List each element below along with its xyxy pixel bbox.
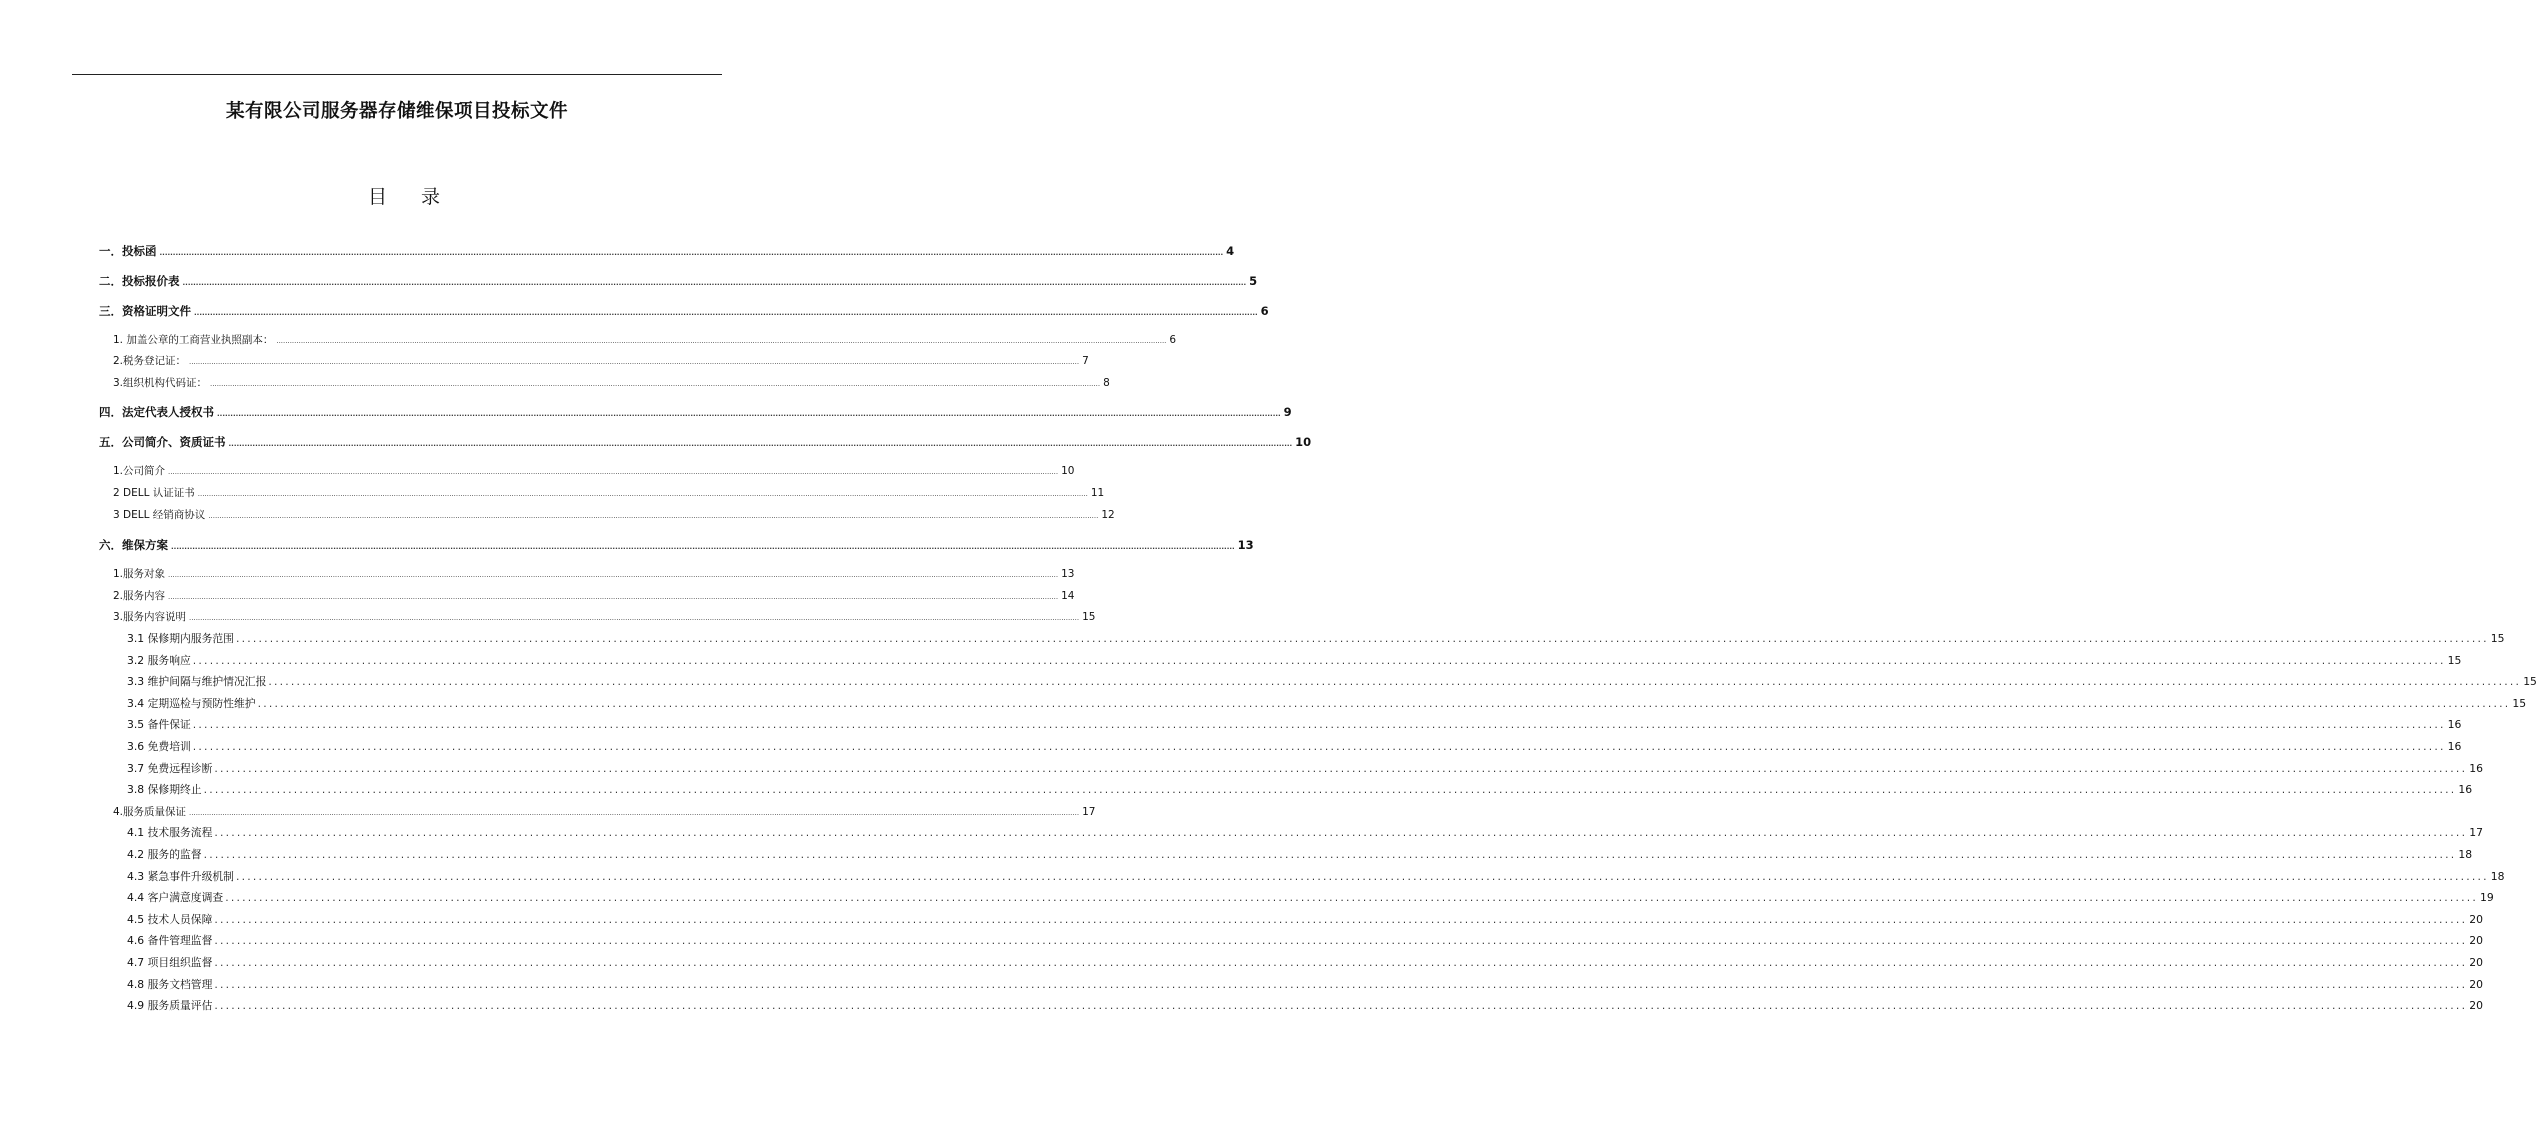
toc-entry-page: 19 bbox=[2480, 891, 2494, 904]
toc-entry[interactable] bbox=[127, 869, 2505, 884]
toc-entry-title: 三．资格证明文件 bbox=[99, 304, 191, 318]
toc-entry-page: 15 bbox=[1082, 611, 1096, 623]
toc-leader-dots: ................................................................................................................................................................................................................................................................................................................................................................................................................ bbox=[268, 675, 2522, 688]
toc-leader-dots: ................................................................................................................................................................................................................................................................................................................................................................................................................ bbox=[189, 358, 1080, 366]
toc-entry-page: 6 bbox=[1169, 334, 1177, 346]
toc-entry-page: 10 bbox=[1061, 465, 1075, 477]
toc-entry[interactable] bbox=[113, 332, 1177, 347]
toc-entry-title: 2.税务登记证： bbox=[113, 355, 187, 367]
toc-entry-page: 20 bbox=[2469, 934, 2483, 947]
toc-entry-title: 4.5 技术人员保障 bbox=[127, 913, 213, 926]
toc-entry-page: 15 bbox=[2512, 697, 2527, 710]
toc-entry-page: 14 bbox=[1061, 590, 1075, 602]
toc-entry[interactable] bbox=[127, 653, 2462, 668]
toc-entry[interactable] bbox=[113, 375, 1110, 390]
toc-entry-title: 3.3 维护间隔与维护情况汇报 bbox=[127, 675, 267, 688]
toc-entry-title: 3.8 保修期终止 bbox=[127, 783, 202, 796]
toc-leader-dots: ................................................................................................................................................................................................................................................................................................................................................................................................................ bbox=[192, 654, 2446, 667]
toc-entry-title: 一．投标函 bbox=[99, 244, 157, 258]
toc-leader-dots: ................................................................................................................................................................................................................................................................................................................................................................................................................ bbox=[225, 891, 2478, 904]
toc-leader-dots: ................................................................................................................................................................................................................................................................................................................................................................................................................ bbox=[189, 614, 1080, 622]
toc-entry-page: 15 bbox=[2447, 654, 2462, 667]
toc-entry-title: 1. 加盖公章的工商营业执照副本： bbox=[113, 334, 274, 346]
toc-entry[interactable] bbox=[127, 998, 2483, 1013]
toc-entry-page: 15 bbox=[2490, 632, 2505, 645]
toc-leader-dots: ................................................................................................................................................................................................................................................................................................................................................................................................................ bbox=[214, 956, 2468, 969]
toc-entry-title: 4.2 服务的监督 bbox=[127, 848, 202, 861]
toc-entry-page: 20 bbox=[2469, 956, 2483, 969]
toc-leader-dots: ................................................................................................................................................................................................................................................................................................................................................................................................................ bbox=[235, 870, 2489, 883]
toc-entry-title: 4.8 服务文档管理 bbox=[127, 978, 213, 991]
toc-leader-dots: ................................................................................................................................................................................................................................................................................................................................................................................................................ bbox=[182, 279, 1247, 287]
toc-entry-title: 4.3 紧急事件升级机制 bbox=[127, 870, 234, 883]
toc-entry[interactable] bbox=[99, 273, 1258, 289]
toc-entry-page: 12 bbox=[1101, 509, 1115, 521]
toc-leader-dots: ................................................................................................................................................................................................................................................................................................................................................................................................................ bbox=[197, 490, 1088, 498]
toc-heading: 目 录 bbox=[367, 186, 455, 208]
toc-leader-dots: ................................................................................................................................................................................................................................................................................................................................................................................................................ bbox=[217, 410, 1281, 418]
toc-leader-dots: ................................................................................................................................................................................................................................................................................................................................................................................................................ bbox=[159, 249, 1224, 257]
toc-entry-title: 4.4 客户满意度调查 bbox=[127, 891, 224, 904]
toc-entry-page: 8 bbox=[1103, 377, 1110, 389]
toc-entry[interactable] bbox=[127, 912, 2483, 927]
toc-entry-page: 20 bbox=[2469, 999, 2483, 1012]
toc-entry[interactable] bbox=[127, 847, 2473, 862]
toc-entry[interactable] bbox=[127, 933, 2483, 948]
toc-entry-title: 四．法定代表人授权书 bbox=[99, 405, 214, 419]
toc-leader-dots: ................................................................................................................................................................................................................................................................................................................................................................................................................ bbox=[228, 440, 1293, 448]
toc-entry[interactable] bbox=[127, 739, 2462, 754]
toc-entry-title: 4.1 技术服务流程 bbox=[127, 826, 213, 839]
toc-leader-dots: ................................................................................................................................................................................................................................................................................................................................................................................................................ bbox=[192, 718, 2446, 731]
toc-leader-dots: ................................................................................................................................................................................................................................................................................................................................................................................................................ bbox=[210, 380, 1101, 388]
toc-entry[interactable] bbox=[113, 507, 1115, 522]
toc-entry[interactable] bbox=[127, 717, 2462, 732]
toc-leader-dots: ................................................................................................................................................................................................................................................................................................................................................................................................................ bbox=[208, 512, 1099, 520]
toc-entry[interactable] bbox=[127, 696, 2527, 711]
toc-entry[interactable] bbox=[113, 588, 1075, 603]
toc-entry-title: 3 DELL 经销商协议 bbox=[113, 509, 206, 521]
toc-leader-dots: ................................................................................................................................................................................................................................................................................................................................................................................................................ bbox=[168, 593, 1059, 601]
toc-entry-title: 3.组织机构代码证： bbox=[113, 377, 208, 389]
toc-entry-title: 六．维保方案 bbox=[99, 538, 168, 552]
toc-entry[interactable] bbox=[113, 463, 1075, 478]
toc-leader-dots: ................................................................................................................................................................................................................................................................................................................................................................................................................ bbox=[214, 913, 2468, 926]
toc-entry-title: 二．投标报价表 bbox=[99, 274, 180, 288]
toc-entry[interactable] bbox=[127, 782, 2473, 797]
toc-entry[interactable] bbox=[99, 537, 1254, 553]
toc-entry-page: 9 bbox=[1283, 405, 1292, 419]
toc-entry-title: 1.服务对象 bbox=[113, 568, 166, 580]
toc-leader-dots: ................................................................................................................................................................................................................................................................................................................................................................................................................ bbox=[257, 697, 2511, 710]
toc-entry-title: 4.6 备件管理监督 bbox=[127, 934, 213, 947]
document-title: 某有限公司服务器存储维保项目投标文件 bbox=[225, 101, 568, 122]
toc-leader-dots: ................................................................................................................................................................................................................................................................................................................................................................................................................ bbox=[203, 848, 2457, 861]
toc-entry-title: 3.5 备件保证 bbox=[127, 718, 191, 731]
toc-entry-page: 20 bbox=[2469, 978, 2483, 991]
toc-entry-page: 16 bbox=[2458, 783, 2473, 796]
toc-entry[interactable] bbox=[113, 609, 1096, 624]
toc-entry-title: 2 DELL 认证证书 bbox=[113, 487, 195, 499]
toc-entry-page: 11 bbox=[1090, 487, 1105, 499]
toc-entry[interactable] bbox=[127, 890, 2494, 905]
toc-entry[interactable] bbox=[99, 303, 1269, 319]
toc-leader-dots: ................................................................................................................................................................................................................................................................................................................................................................................................................ bbox=[214, 762, 2468, 775]
toc-leader-dots: ................................................................................................................................................................................................................................................................................................................................................................................................................ bbox=[168, 571, 1059, 579]
toc-entry-page: 17 bbox=[1082, 806, 1096, 818]
toc-leader-dots: ................................................................................................................................................................................................................................................................................................................................................................................................................ bbox=[276, 337, 1167, 345]
toc-entry-page: 17 bbox=[2469, 826, 2483, 839]
toc-leader-dots: ................................................................................................................................................................................................................................................................................................................................................................................................................ bbox=[168, 468, 1059, 476]
toc-entry-title: 五．公司简介、资质证书 bbox=[99, 435, 226, 449]
toc-leader-dots: ................................................................................................................................................................................................................................................................................................................................................................................................................ bbox=[192, 740, 2446, 753]
toc-entry-title: 4.7 项目组织监督 bbox=[127, 956, 213, 969]
toc-entry-page: 7 bbox=[1082, 355, 1089, 367]
toc-entry-page: 18 bbox=[2490, 870, 2505, 883]
toc-entry-title: 1.公司简介 bbox=[113, 465, 166, 477]
toc-entry[interactable] bbox=[127, 825, 2483, 840]
toc-entry-page: 10 bbox=[1295, 435, 1312, 449]
toc-leader-dots: ................................................................................................................................................................................................................................................................................................................................................................................................................ bbox=[189, 809, 1080, 817]
toc-entry-page: 6 bbox=[1260, 304, 1269, 318]
toc-entry[interactable] bbox=[127, 631, 2505, 646]
toc-leader-dots: ................................................................................................................................................................................................................................................................................................................................................................................................................ bbox=[194, 309, 1258, 317]
toc-entry[interactable] bbox=[127, 955, 2483, 970]
toc-entry-page: 16 bbox=[2469, 762, 2483, 775]
toc-entry-title: 3.6 免费培训 bbox=[127, 740, 191, 753]
toc-entry[interactable] bbox=[99, 243, 1235, 259]
toc-entry-page: 5 bbox=[1249, 274, 1258, 288]
toc-entry-page: 13 bbox=[1061, 568, 1075, 580]
toc-entry-page: 4 bbox=[1226, 244, 1235, 258]
toc-entry[interactable] bbox=[127, 761, 2483, 776]
toc-entry-title: 4.9 服务质量评估 bbox=[127, 999, 213, 1012]
toc-entry-page: 13 bbox=[1237, 538, 1254, 552]
toc-entry[interactable] bbox=[113, 804, 1096, 819]
toc-entry-title: 2.服务内容 bbox=[113, 590, 166, 602]
toc-entry-title: 3.服务内容说明 bbox=[113, 611, 187, 623]
toc-entry[interactable] bbox=[113, 485, 1105, 500]
toc-entry[interactable] bbox=[113, 566, 1075, 581]
toc-entry-title: 3.2 服务响应 bbox=[127, 654, 191, 667]
toc-entry-title: 4.服务质量保证 bbox=[113, 806, 187, 818]
toc-entry-title: 3.1 保修期内服务范围 bbox=[127, 632, 234, 645]
toc-entry[interactable] bbox=[127, 977, 2483, 992]
toc-leader-dots: ................................................................................................................................................................................................................................................................................................................................................................................................................ bbox=[214, 934, 2468, 947]
toc-leader-dots: ................................................................................................................................................................................................................................................................................................................................................................................................................ bbox=[214, 978, 2468, 991]
toc-entry-page: 16 bbox=[2447, 740, 2462, 753]
toc-entry-title: 3.4 定期巡检与预防性维护 bbox=[127, 697, 256, 710]
toc-entry[interactable] bbox=[127, 674, 2537, 689]
toc-leader-dots: ................................................................................................................................................................................................................................................................................................................................................................................................................ bbox=[214, 826, 2468, 839]
toc-leader-dots: ................................................................................................................................................................................................................................................................................................................................................................................................................ bbox=[214, 999, 2468, 1012]
toc-entry[interactable] bbox=[113, 353, 1089, 368]
toc-leader-dots: ................................................................................................................................................................................................................................................................................................................................................................................................................ bbox=[235, 632, 2489, 645]
toc-entry[interactable] bbox=[99, 434, 1312, 450]
toc-leader-dots: ................................................................................................................................................................................................................................................................................................................................................................................................................ bbox=[203, 783, 2457, 796]
toc-entry-title: 3.7 免费远程诊断 bbox=[127, 762, 213, 775]
toc-entry-page: 15 bbox=[2523, 675, 2537, 688]
toc-entry-page: 16 bbox=[2447, 718, 2462, 731]
toc-leader-dots: ................................................................................................................................................................................................................................................................................................................................................................................................................ bbox=[171, 543, 1235, 551]
toc-entry-page: 20 bbox=[2469, 913, 2483, 926]
toc-entry[interactable] bbox=[99, 404, 1292, 420]
toc-entry-page: 18 bbox=[2458, 848, 2473, 861]
